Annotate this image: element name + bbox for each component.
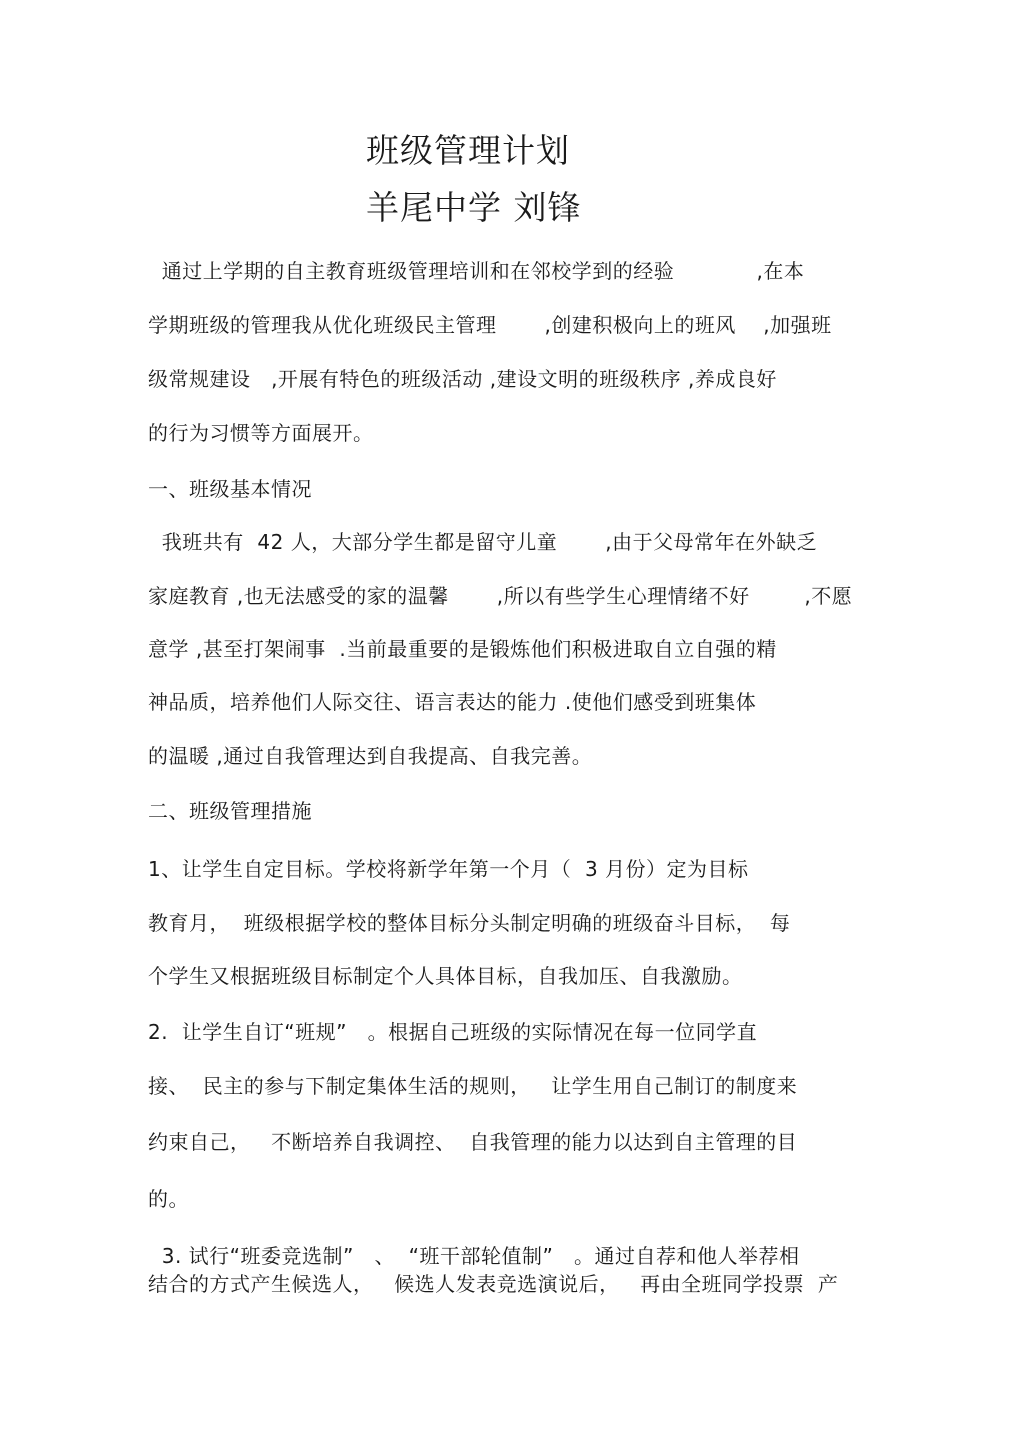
body-line: 约束自己， 不断培养自我调控、 自我管理的能力以达到自主管理的目: [148, 1130, 798, 1154]
body-line: 个学生又根据班级目标制定个人具体目标，自我加压、自我激励。: [148, 964, 743, 988]
body-line: 的温暖 ,通过自我管理达到自我提高、自我完善。: [148, 744, 593, 768]
body-line: 神品质，培养他们人际交往、语言表达的能力 .使他们感受到班集体: [148, 690, 757, 714]
body-line: 的行为习惯等方面展开。: [148, 421, 374, 445]
section-heading: 一、班级基本情况: [148, 477, 312, 501]
body-line: 的。: [148, 1187, 189, 1211]
section-heading: 二、班级管理措施: [148, 799, 312, 823]
body-line: 教育月， 班级根据学校的整体目标分头制定明确的班级奋斗目标， 每: [148, 911, 791, 935]
body-line: 学期班级的管理我从优化班级民主管理 ,创建积极向上的班风 ,加强班: [148, 313, 832, 337]
body-line: 家庭教育 ,也无法感受的家的温馨 ,所以有些学生心理情绪不好 ,不愿: [148, 584, 853, 608]
body-line: 意学 ,甚至打架闹事 .当前最重要的是锻炼他们积极进取自立自强的精: [148, 637, 777, 661]
document-title: 班级管理计划: [366, 131, 570, 170]
body-line: 1、让学生自定目标。学校将新学年第一个月（ 3 月份）定为目标: [148, 857, 749, 881]
body-line: 结合的方式产生候选人， 候选人发表竞选演说后， 再由全班同学投票 产: [148, 1272, 839, 1296]
body-line: 2. 让学生自订“班规” 。根据自己班级的实际情况在每一位同学直: [148, 1020, 758, 1044]
body-line: 接、 民主的参与下制定集体生活的规则， 让学生用自己制订的制度来: [148, 1074, 798, 1098]
body-line: 我班共有 42 人，大部分学生都是留守儿童 ,由于父母常年在外缺乏: [148, 530, 818, 554]
body-line: 级常规建设 ,开展有特色的班级活动 ,建设文明的班级秩序 ,养成良好: [148, 367, 777, 391]
body-line: 通过上学期的自主教育班级管理培训和在邻校学到的经验 ,在本: [148, 259, 805, 283]
body-line: 3. 试行“班委竞选制” 、 “班干部轮值制” 。通过自荐和他人举荐相: [148, 1244, 800, 1268]
document-author-line: 羊尾中学 刘锋: [366, 188, 582, 227]
